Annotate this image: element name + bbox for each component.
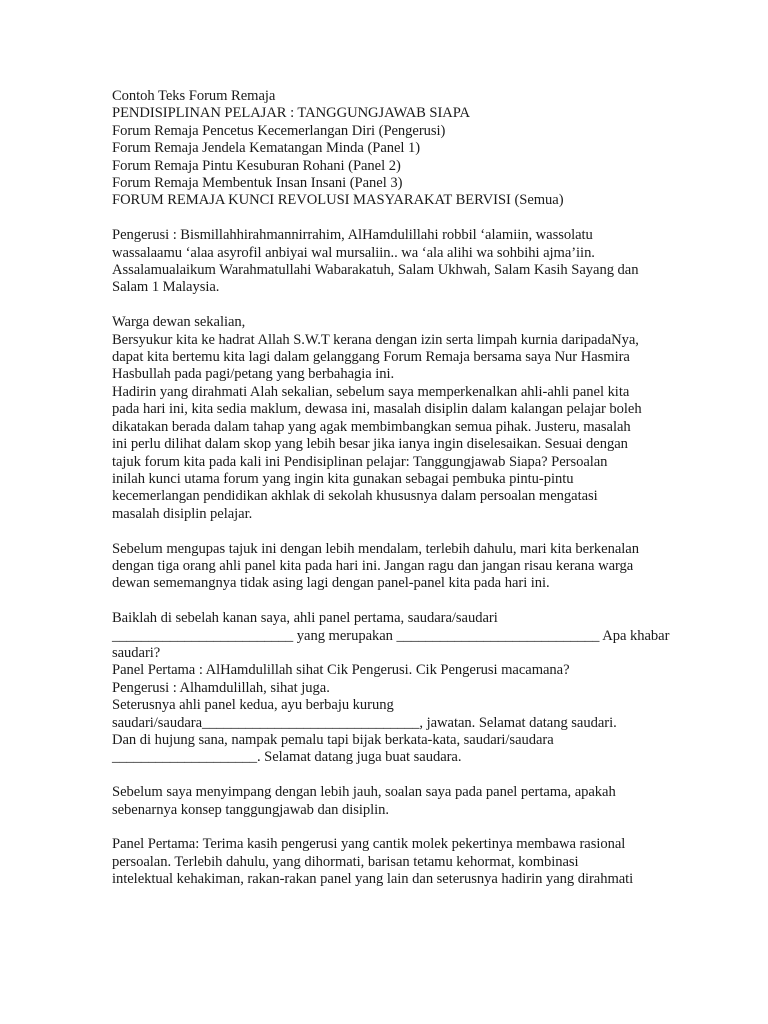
paragraph-gap — [112, 210, 660, 227]
text-line: kecemerlangan pendidikan akhlak di sekolah khususnya dalam persoalan mengatasi — [112, 488, 598, 505]
text-line: intelektual kehakiman, rakan-rakan panel yang lain dan seterusnya hadirin yang dirahmati — [112, 871, 634, 888]
document-page — [112, 88, 670, 889]
role-line: FORUM REMAJA KUNCI REVOLUSI MASYARAKAT BERVISI (Semua) — [112, 192, 564, 209]
role-line: Forum Remaja Pintu Kesuburan Rohani (Panel 2) — [112, 157, 401, 174]
text-line: persoalan. Terlebih dahulu, yang dihormati, barisan tetamu kehormat, kombinasi — [112, 853, 579, 870]
text-line: Panel Pertama : AlHamdulillah sihat Cik Pengerusi. Cik Pengerusi macamana? — [112, 662, 570, 679]
doc-topic: PENDISIPLINAN PELAJAR : TANGGUNGJAWAB SIAPA — [112, 105, 470, 122]
paragraph-gap — [112, 297, 660, 314]
text-line: Bersyukur kita ke hadrat Allah S.W.T kerana dengan izin serta limpah kurnia daripadaNya, — [112, 331, 639, 348]
role-line: Forum Remaja Pencetus Kecemerlangan Diri (Pengerusi) — [112, 122, 446, 139]
paragraph-gap — [112, 819, 660, 836]
text-line: Pengerusi : Alhamdulillah, sihat juga. — [112, 679, 330, 696]
paragraph-welcome — [112, 314, 660, 523]
paragraph-opening — [112, 227, 660, 297]
text-line: Hasbullah pada pagi/petang yang berbahagia ini. — [112, 366, 395, 383]
text-line: ____________________. Selamat datang juga buat saudara. — [112, 749, 462, 766]
paragraph-gap — [112, 523, 660, 540]
paragraph-question — [112, 784, 660, 819]
text-line: dengan tiga orang ahli panel kita pada hari ini. Jangan ragu dan jangan risau kerana warga — [112, 557, 634, 574]
text-line: pada hari ini, kita sedia maklum, dewasa ini, masalah disiplin dalam kalangan pelajar boleh — [112, 401, 642, 418]
paragraph-gap — [112, 593, 660, 610]
text-line: saudari/saudara______________________________, jawatan. Selamat datang saudari. — [112, 714, 617, 731]
text-line: Seterusnya ahli panel kedua, ayu berbaju kurung — [112, 697, 394, 714]
text-line: dewan sememangnya tidak asing lagi dengan panel-panel kita pada hari ini. — [112, 575, 550, 592]
text-line: inilah kunci utama forum yang ingin kita gunakan sebagai pembuka pintu-pintu — [112, 470, 574, 487]
paragraph-intro — [112, 541, 660, 593]
text-line: Pengerusi : Bismillahhirahmannirrahim, AlHamdulillahi robbil ‘alamiin, wassolatu — [112, 227, 593, 244]
text-line: Hadirin yang dirahmati Alah sekalian, sebelum saya memperkenalkan ahli-ahli panel kita — [112, 383, 630, 400]
text-line: masalah disiplin pelajar. — [112, 505, 253, 522]
text-line: ini perlu dilihat dalam skop yang lebih besar jika ianya ingin diselesaikan. Sesuai dengan — [112, 436, 628, 453]
text-line: Dan di hujung sana, nampak pemalu tapi bijak berkata-kata, saudari/saudara — [112, 731, 554, 748]
text-line: dikatakan berada dalam tahap yang agak membimbangkan semua pihak. Justeru, masalah — [112, 418, 631, 435]
text-line: dapat kita bertemu kita lagi dalam gelanggang Forum Remaja bersama saya Nur Hasmira — [112, 349, 630, 366]
doc-title: Contoh Teks Forum Remaja — [112, 88, 276, 104]
text-line: Salam 1 Malaysia. — [112, 279, 220, 296]
text-line: sebenarnya konsep tanggungjawab dan disiplin. — [112, 801, 389, 818]
paragraph-answer — [112, 836, 660, 888]
text-line: Panel Pertama: Terima kasih pengerusi yang cantik molek pekertinya membawa rasional — [112, 836, 626, 853]
paragraph-panels — [112, 610, 670, 767]
paragraph-gap — [112, 767, 660, 784]
text-line: Assalamualaikum Warahmatullahi Wabarakatuh, Salam Ukhwah, Salam Kasih Sayang dan — [112, 262, 639, 279]
title-block — [112, 88, 660, 210]
role-line: Forum Remaja Jendela Kematangan Minda (Panel 1) — [112, 140, 421, 157]
text-line: Sebelum mengupas tajuk ini dengan lebih mendalam, terlebih dahulu, mari kita berkenalan — [112, 540, 639, 557]
text-line: _________________________ yang merupakan ____________________________ Apa khabar — [112, 627, 670, 644]
text-line: tajuk forum kita pada kali ini Pendisiplinan pelajar: Tanggungjawab Siapa? Persoalan — [112, 453, 608, 470]
text-line: Sebelum saya menyimpang dengan lebih jauh, soalan saya pada panel pertama, apakah — [112, 784, 616, 801]
role-line: Forum Remaja Membentuk Insan Insani (Panel 3) — [112, 175, 403, 192]
text-line: saudari? — [112, 644, 161, 661]
text-line: Warga dewan sekalian, — [112, 314, 246, 331]
text-line: Baiklah di sebelah kanan saya, ahli panel pertama, saudara/saudari — [112, 610, 498, 627]
text-line: wassalaamu ‘alaa asyrofil anbiyai wal mursaliin.. wa ‘ala alihi wa sohbihi ajma’iin. — [112, 244, 595, 261]
